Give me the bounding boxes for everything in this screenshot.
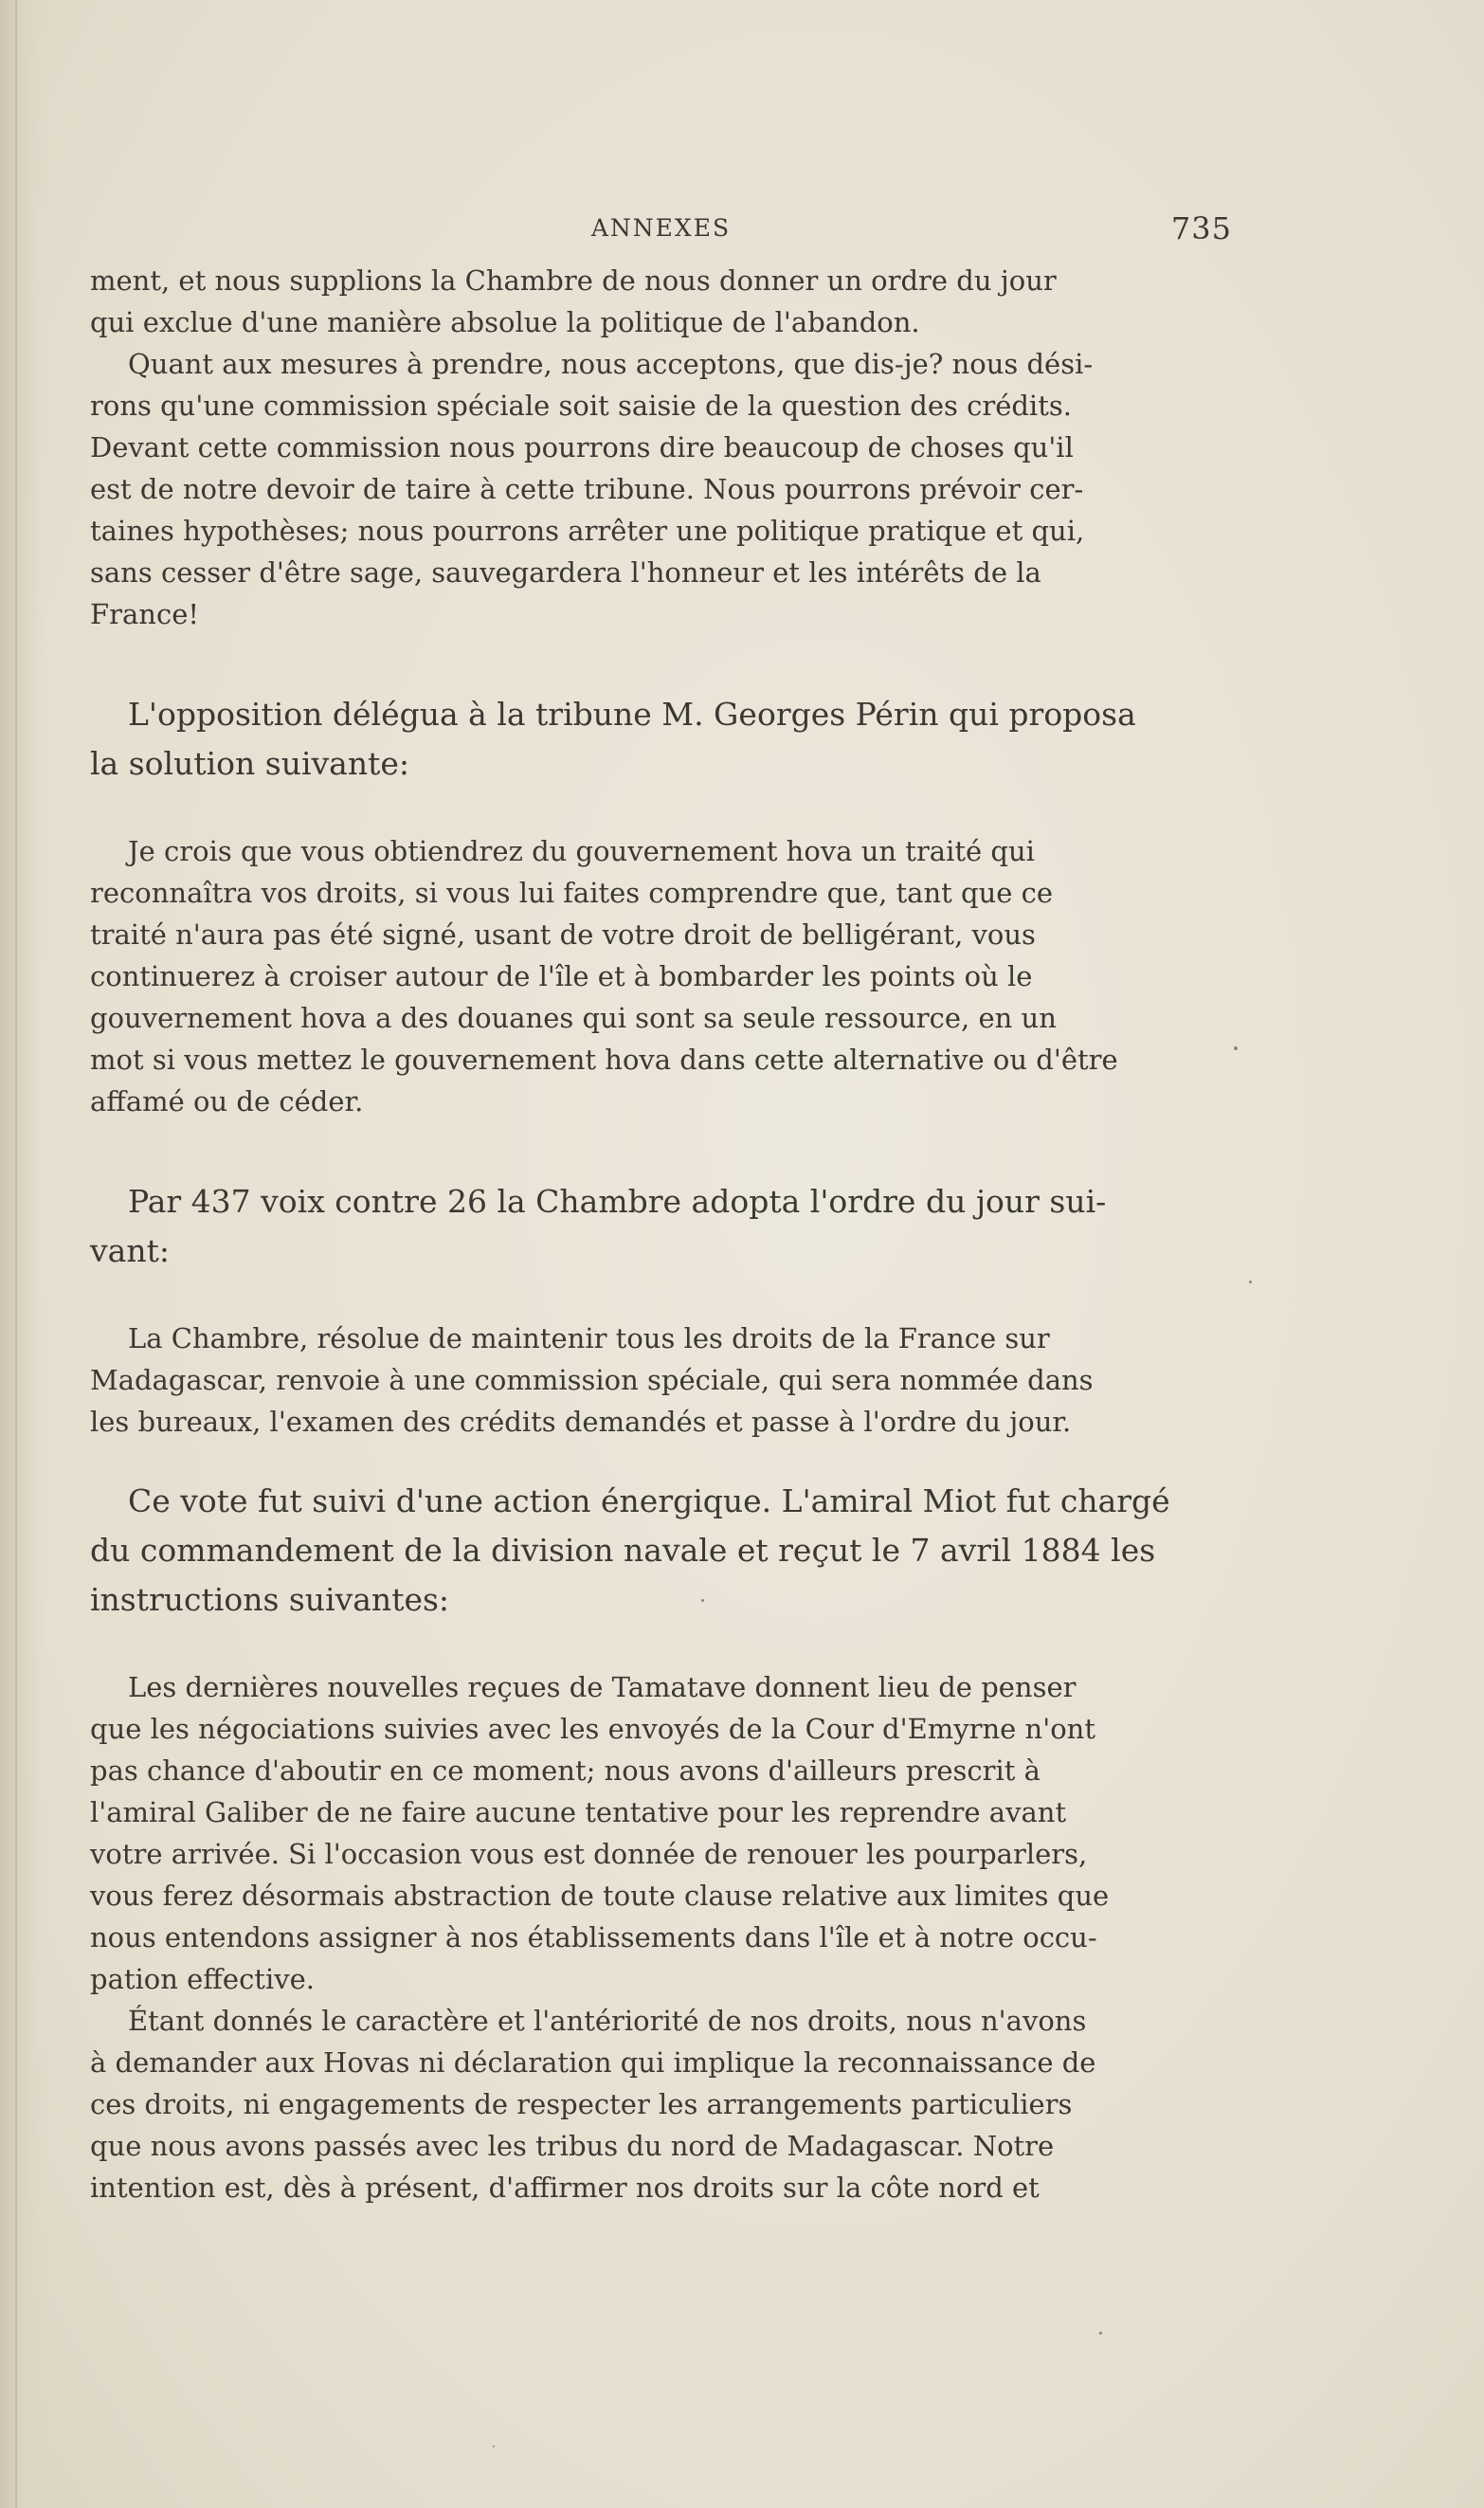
narrative-paragraph <box>90 1177 1232 1276</box>
narrative-paragraph <box>90 1477 1232 1625</box>
page-body <box>90 260 1232 2208</box>
text-line: intention est, dès à présent, d'affirmer nos droits sur la côte nord et <box>90 2172 1040 2204</box>
text-line: l'amiral Galiber de ne faire aucune tentative pour les reprendre avant <box>90 1796 1067 1828</box>
text-line: nous entendons assigner à nos établissements dans l'île et à notre occu- <box>90 1921 1097 1954</box>
text-line: vous ferez désormais abstraction de toute clause relative aux limites que <box>90 1880 1110 1912</box>
paper-speck <box>1234 1046 1238 1050</box>
binding-line <box>15 0 17 2508</box>
text-line: du commandement de la division navale et reçut le 7 avril 1884 les <box>90 1532 1156 1569</box>
text-line: Par 437 voix contre 26 la Chambre adopta l'ordre du jour sui- <box>128 1183 1107 1220</box>
text-line: la solution suivante: <box>90 745 409 782</box>
text-line: instructions suivantes: <box>90 1581 450 1618</box>
text-line: qui exclue d'une manière absolue la politique de l'abandon. <box>90 306 920 338</box>
text-line: affamé ou de céder. <box>90 1085 364 1118</box>
text-line: que les négociations suivies avec les envoyés de la Cour d'Emyrne n'ont <box>90 1713 1095 1745</box>
quote-paragraph <box>90 2000 1232 2208</box>
text-line: à demander aux Hovas ni déclaration qui implique la reconnaissance de <box>90 2046 1096 2079</box>
text-line: mot si vous mettez le gouvernement hova dans cette alternative ou d'être <box>90 1044 1118 1076</box>
text-line: France! <box>90 598 200 630</box>
text-line: les bureaux, l'examen des crédits demandés et passe à l'ordre du jour. <box>90 1406 1072 1438</box>
text-line: pation effective. <box>90 1963 315 1995</box>
text-line: reconnaîtra vos droits, si vous lui faites comprendre que, tant que ce <box>90 877 1054 909</box>
text-line: Étant donnés le caractère et l'antériorité de nos droits, nous n'avons <box>128 2005 1087 2037</box>
quote-paragraph <box>90 830 1232 1122</box>
text-line: vant: <box>90 1232 170 1269</box>
text-line: ment, et nous supplions la Chambre de nous donner un ordre du jour <box>90 264 1057 297</box>
narrative-paragraph <box>90 690 1232 789</box>
text-line: rons qu'une commission spéciale soit saisie de la question des crédits. <box>90 390 1072 422</box>
text-line: votre arrivée. Si l'occasion vous est donnée de renouer les pourparlers, <box>90 1838 1088 1870</box>
text-line: Les dernières nouvelles reçues de Tamatave donnent lieu de penser <box>128 1671 1077 1703</box>
paper-speck <box>1099 2332 1102 2335</box>
text-line: sans cesser d'être sage, sauvegardera l'honneur et les intérêts de la <box>90 556 1041 589</box>
text-line: est de notre devoir de taire à cette tribune. Nous pourrons prévoir cer- <box>90 473 1084 505</box>
text-line: Quant aux mesures à prendre, nous acceptons, que dis-je? nous dési- <box>128 348 1094 380</box>
quote-paragraph <box>90 1666 1232 2000</box>
paper-speck <box>1249 1281 1252 1283</box>
text-line: Ce vote fut suivi d'une action énergique. L'amiral Miot fut chargé <box>128 1482 1170 1519</box>
paper-speck <box>493 2445 495 2447</box>
text-line: taines hypothèses; nous pourrons arrêter une politique pratique et qui, <box>90 515 1085 547</box>
page-spine-shadow <box>0 0 44 2508</box>
paper-speck <box>701 1599 704 1602</box>
text-line: L'opposition délégua à la tribune M. Georges Périn qui proposa <box>128 696 1136 733</box>
page-header <box>90 210 1232 248</box>
text-line: Devant cette commission nous pourrons dire beaucoup de choses qu'il <box>90 431 1074 463</box>
text-line: traité n'aura pas été signé, usant de votre droit de belligérant, vous <box>90 918 1036 951</box>
text-line: ces droits, ni engagements de respecter les arrangements particuliers <box>90 2088 1073 2120</box>
text-line: pas chance d'aboutir en ce moment; nous avons d'ailleurs prescrit à <box>90 1754 1041 1787</box>
text-line: Madagascar, renvoie à une commission spéciale, qui sera nommée dans <box>90 1364 1094 1396</box>
quote-paragraph <box>90 1318 1232 1443</box>
text-line: Je crois que vous obtiendrez du gouvernement hova un traité qui <box>128 835 1035 867</box>
text-line: La Chambre, résolue de maintenir tous les droits de la France sur <box>128 1322 1050 1354</box>
text-line: que nous avons passés avec les tribus du nord de Madagascar. Notre <box>90 2130 1055 2162</box>
page-number: 735 <box>1170 210 1232 246</box>
running-head: ANNEXES <box>590 214 732 242</box>
quote-paragraph <box>90 343 1232 635</box>
text-line: gouvernement hova a des douanes qui sont sa seule ressource, en un <box>90 1002 1057 1034</box>
text-line: continuerez à croiser autour de l'île et à bombarder les points où le <box>90 960 1033 992</box>
quote-paragraph <box>90 260 1232 343</box>
